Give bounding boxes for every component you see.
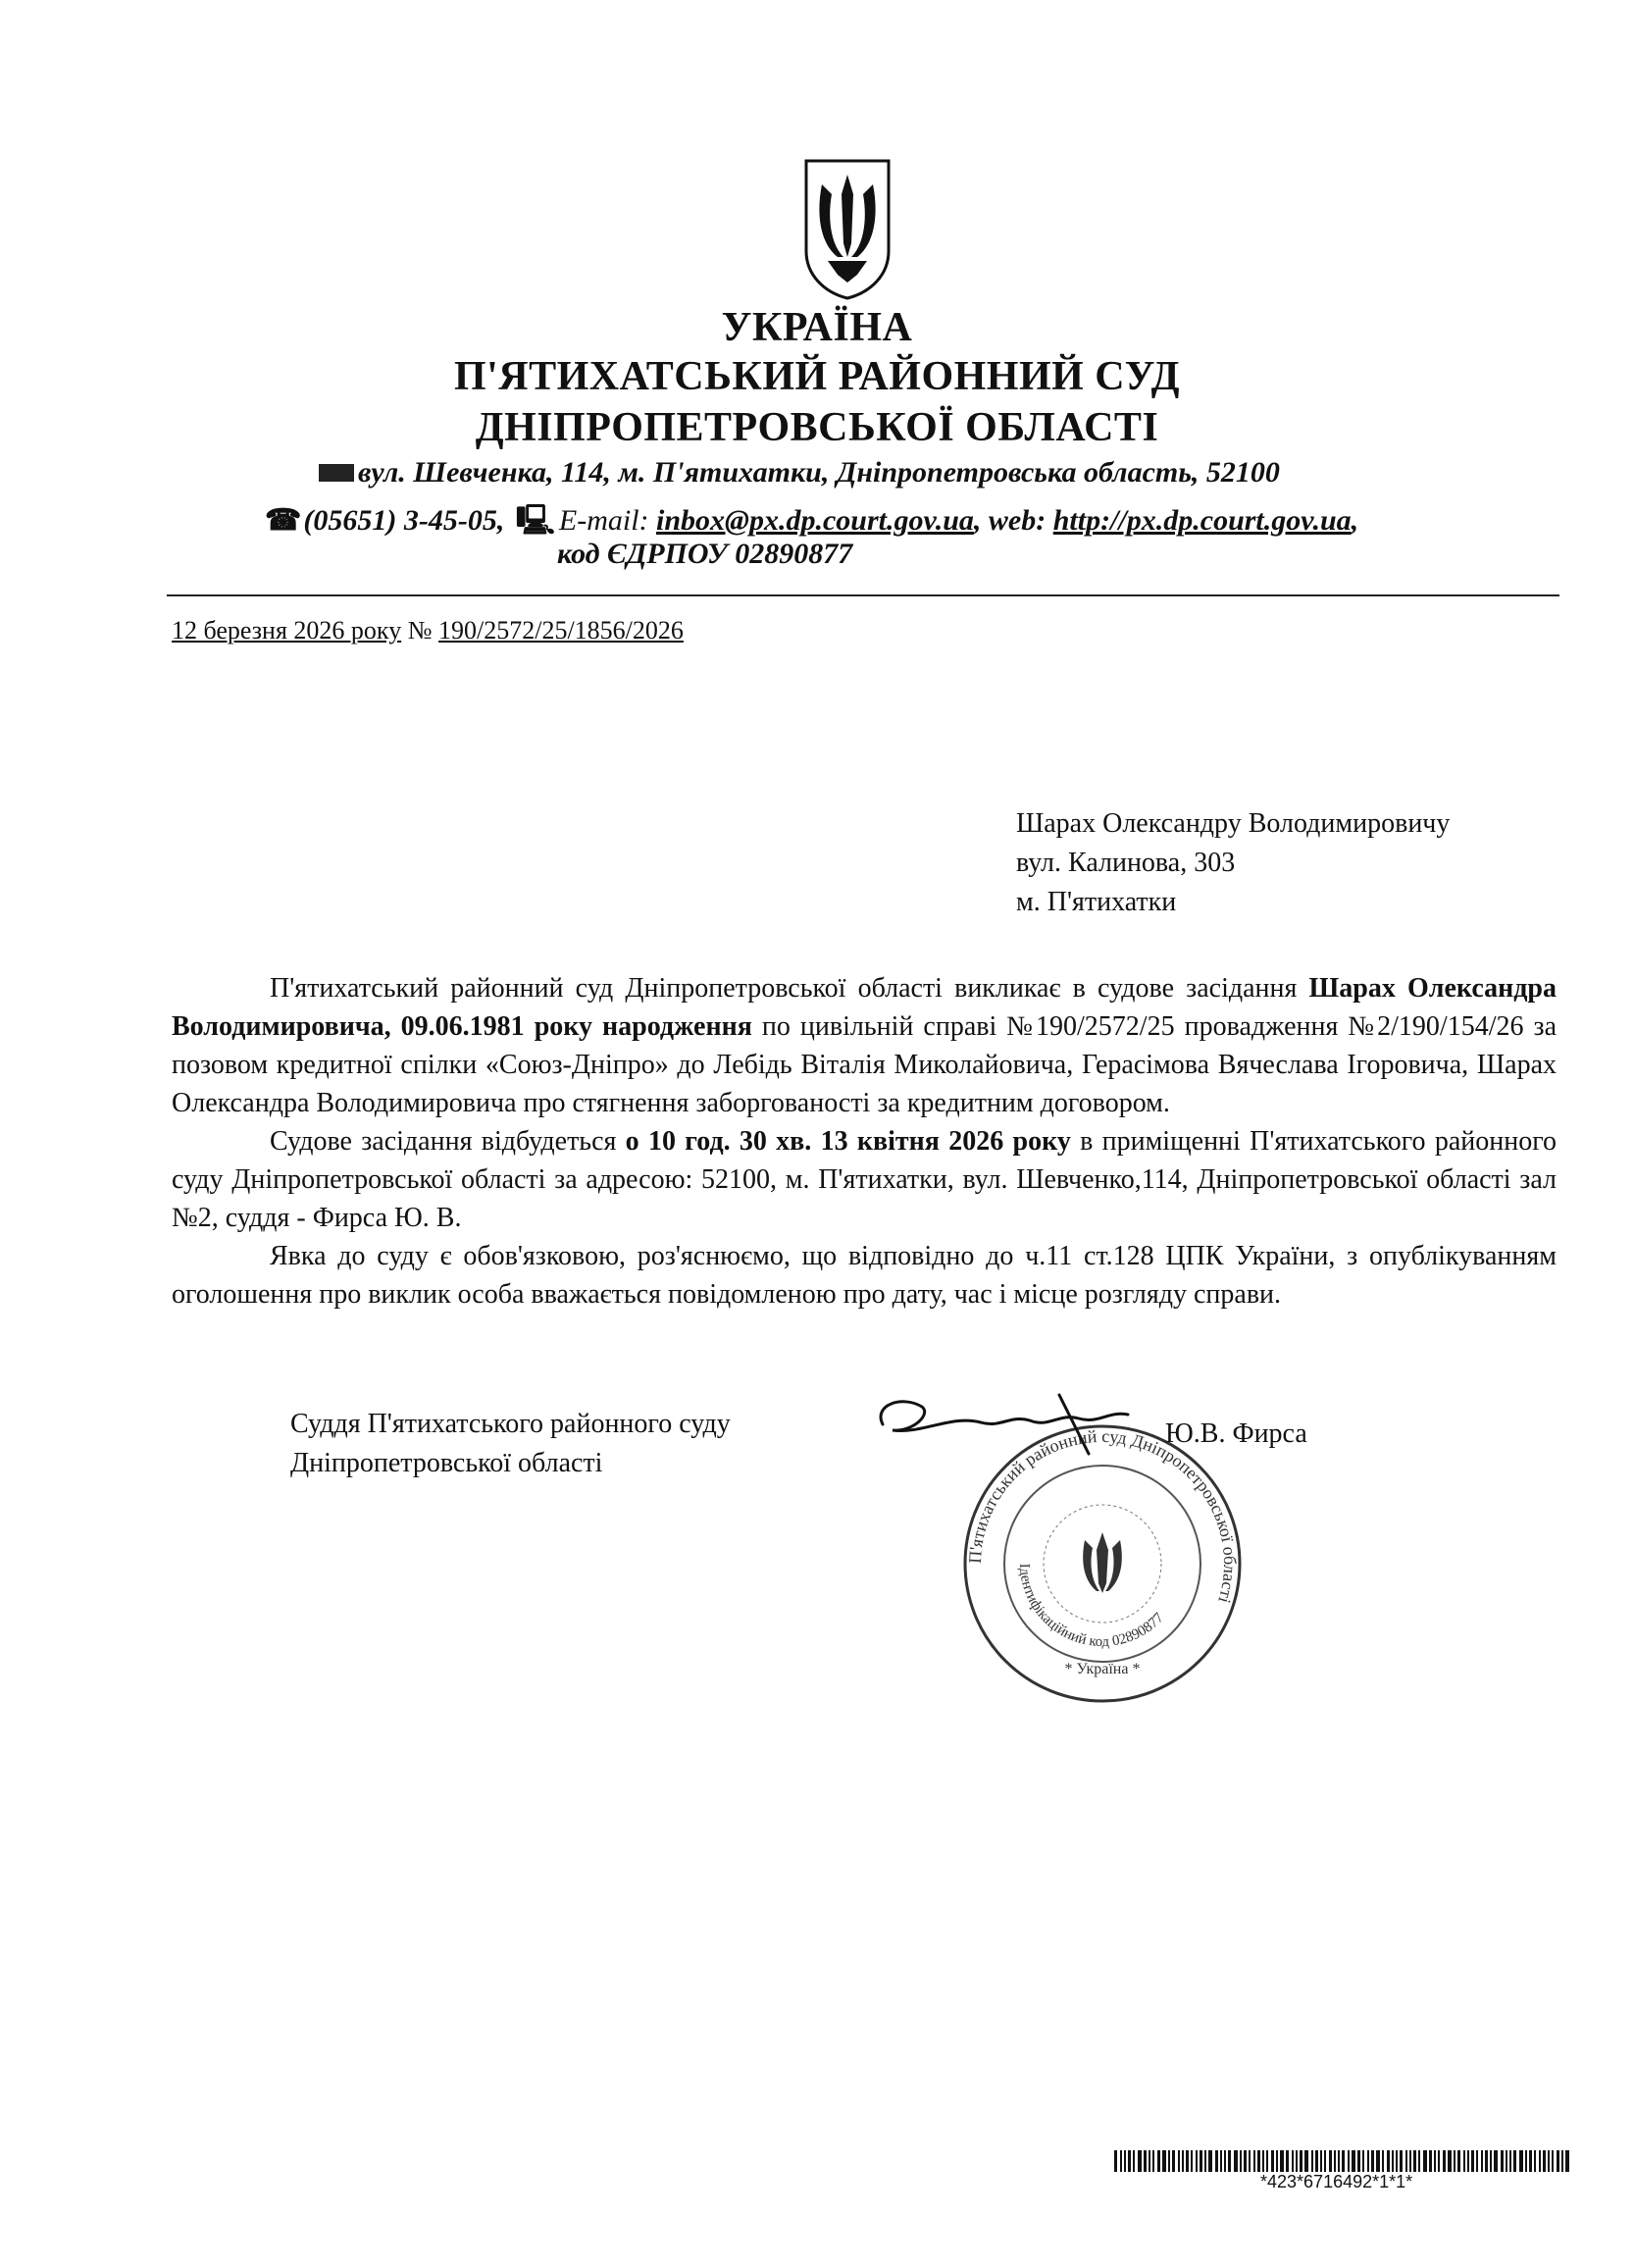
addressee-street: вул. Калинова, 303 <box>1016 848 1236 878</box>
barcode-bar <box>1525 2150 1527 2172</box>
barcode-bar <box>1423 2150 1427 2172</box>
barcode-bar <box>1471 2150 1474 2172</box>
barcode-bar <box>1162 2150 1166 2172</box>
barcode-bar <box>1262 2150 1264 2172</box>
barcode-bar <box>1329 2150 1332 2172</box>
registration-number-label: № <box>407 616 433 644</box>
barcode-bar <box>1376 2150 1380 2172</box>
stamp-inner-text: Ідентифікаційний код 02890877 <box>1015 1563 1167 1651</box>
addressee-name: Шарах Олександру Володимировичу <box>1016 808 1451 839</box>
barcode-bar <box>1348 2150 1350 2172</box>
barcode-bar <box>1519 2150 1523 2172</box>
addressee-block <box>1016 804 1450 922</box>
barcode-bar <box>1191 2150 1193 2172</box>
judge-title-line1: Суддя П'ятихатського районного суду <box>290 1409 731 1439</box>
barcode-bar <box>1186 2150 1189 2172</box>
judge-title-block <box>290 1405 731 1483</box>
barcode-bar <box>1286 2150 1289 2172</box>
barcode-number: *423*6716492*1*1* <box>1260 2172 1413 2191</box>
barcode-bar <box>1324 2150 1326 2172</box>
barcode-bar <box>1418 2150 1420 2172</box>
court-name-line1: П'ЯТИХАТСЬКИЙ РАЙОННИЙ СУД <box>453 354 1181 399</box>
barcode-bar <box>1400 2150 1403 2172</box>
barcode-bar <box>1196 2150 1198 2172</box>
stamp-bottom-text: * Україна * <box>1064 1661 1141 1677</box>
country-title: УКРАЇНА <box>721 305 913 350</box>
barcode-bar <box>1362 2150 1364 2172</box>
barcode-bar <box>1257 2150 1260 2172</box>
barcode-bar <box>1157 2150 1160 2172</box>
barcode-bar <box>1204 2150 1206 2172</box>
barcode-bar <box>1253 2150 1255 2172</box>
barcode-bar <box>1490 2150 1492 2172</box>
web-label: , web: <box>973 504 1047 537</box>
barcode-bar <box>1182 2150 1184 2172</box>
barcode-bar <box>1320 2150 1322 2172</box>
barcode-bar <box>1271 2150 1274 2172</box>
barcode-bar <box>1280 2150 1284 2172</box>
barcode-bar <box>1172 2150 1175 2172</box>
barcode-bar <box>1481 2150 1483 2172</box>
barcode-bar <box>1506 2150 1507 2172</box>
barcode-bar <box>1509 2150 1511 2172</box>
phone-icon: ☎ <box>265 504 302 537</box>
barcode-bar <box>1128 2150 1131 2172</box>
envelope-icon <box>319 464 354 482</box>
barcode-bar <box>1149 2150 1150 2172</box>
barcode-bar <box>1485 2150 1488 2172</box>
barcode-bar <box>1208 2150 1212 2172</box>
court-address-line <box>319 456 1280 490</box>
barcode-bar <box>1565 2150 1569 2172</box>
barcode-bar <box>1296 2150 1298 2172</box>
barcode-bar <box>1304 2150 1308 2172</box>
body-paragraph-summons <box>172 969 1557 1122</box>
barcode-bar <box>1138 2150 1142 2172</box>
barcode-bar <box>1234 2150 1238 2172</box>
barcode-bar <box>1114 2150 1117 2172</box>
barcode-bar <box>1513 2150 1516 2172</box>
barcode-bar <box>1352 2150 1355 2172</box>
email-label: E-mail: <box>558 504 649 537</box>
stamp-outer-text: П'ятихатський районний суд Дніпропетровської області <box>964 1425 1241 1606</box>
barcode-bar <box>1413 2150 1416 2172</box>
barcode-bar <box>1476 2150 1478 2172</box>
barcode-bar <box>1443 2150 1446 2172</box>
barcode-bar <box>1315 2150 1318 2172</box>
barcode-bar <box>1124 2150 1126 2172</box>
barcode-bar <box>1152 2150 1154 2172</box>
barcode-bar <box>1371 2150 1374 2172</box>
barcode-bar <box>1438 2150 1440 2172</box>
barcode-bar <box>1392 2150 1394 2172</box>
barcode-bar <box>1454 2150 1455 2172</box>
court-name-line2: ДНІПРОПЕТРОВСЬКОЇ ОБЛАСТІ <box>475 405 1159 450</box>
court-address: вул. Шевченка, 114, м. П'ятихатки, Дніпропетровська область, 52100 <box>358 456 1280 489</box>
barcode-bar <box>1300 2150 1302 2172</box>
barcode-bar <box>1244 2150 1247 2172</box>
barcode-bar <box>1276 2150 1278 2172</box>
addressee-city: м. П'ятихатки <box>1016 887 1177 917</box>
barcode-graphic <box>1114 2150 1575 2172</box>
barcode-bar <box>1133 2150 1135 2172</box>
barcode-bar <box>1543 2150 1546 2172</box>
barcode-bar <box>1240 2150 1242 2172</box>
barcode-bar <box>1429 2150 1432 2172</box>
barcode-bar <box>1448 2150 1452 2172</box>
trident-coat-of-arms-icon <box>798 155 896 302</box>
barcode-bar <box>1501 2150 1504 2172</box>
barcode-bar <box>1200 2150 1202 2172</box>
barcode-bar <box>1457 2150 1460 2172</box>
barcode-bar <box>1120 2150 1122 2172</box>
summoned-person: Шарах Олександра Володимировича, 09.06.1981 року народження <box>172 973 1557 1042</box>
handwritten-signature <box>863 1385 1177 1464</box>
summons-intro: П'ятихатський районний суд Дніпропетровської області викликає в судове засідання <box>270 973 1309 1004</box>
hearing-datetime: о 10 год. 30 хв. 13 квітня 2026 року <box>625 1126 1071 1157</box>
barcode-bar <box>1409 2150 1411 2172</box>
barcode-bar <box>1387 2150 1390 2172</box>
letter-body <box>172 969 1557 1314</box>
barcode-bar <box>1249 2150 1251 2172</box>
barcode-bar <box>1292 2150 1294 2172</box>
computer-icon: 🖳 <box>515 504 555 537</box>
judge-title-line2: Дніпропетровської області <box>290 1448 603 1478</box>
header-divider <box>167 594 1559 596</box>
barcode-bar <box>1529 2150 1532 2172</box>
barcode-bar <box>1220 2150 1222 2172</box>
registration-number: 190/2572/25/1856/2026 <box>438 616 684 644</box>
barcode-bar <box>1405 2150 1407 2172</box>
barcode-bar <box>1548 2150 1550 2172</box>
hearing-intro: Судове засідання відбудеться <box>270 1126 626 1157</box>
judge-name: Ю.В. Фирса <box>1165 1418 1307 1449</box>
barcode-bar <box>1178 2150 1180 2172</box>
barcode-bar <box>1334 2150 1336 2172</box>
barcode-bar <box>1557 2150 1559 2172</box>
barcode-bar <box>1367 2150 1369 2172</box>
edrpou-code: код ЄДРПОУ 02890877 <box>557 538 853 570</box>
barcode-bar <box>1561 2150 1563 2172</box>
barcode-bar <box>1228 2150 1231 2172</box>
web-link[interactable]: http://px.dp.court.gov.ua <box>1052 504 1352 537</box>
barcode-bar <box>1534 2150 1536 2172</box>
barcode-bar <box>1396 2150 1398 2172</box>
barcode-bar <box>1338 2150 1340 2172</box>
court-contacts-line: ☎(05651) 3-45-05, 🖳 E-mail: inbox@px.dp.court.gov.ua, web: http://px.dp.court.gov.ua, <box>265 504 1359 537</box>
barcode-bar <box>1215 2150 1218 2172</box>
barcode-bar <box>1311 2150 1313 2172</box>
court-phone: (05651) 3-45-05, <box>303 504 505 537</box>
barcode-bar <box>1552 2150 1554 2172</box>
barcode-bar <box>1357 2150 1360 2172</box>
barcode-bar <box>1539 2150 1541 2172</box>
body-paragraph-hearing <box>172 1122 1557 1237</box>
barcode-bar <box>1224 2150 1226 2172</box>
barcode-bar <box>1144 2150 1147 2172</box>
email-link[interactable]: inbox@px.dp.court.gov.ua <box>656 504 974 537</box>
barcode-bar <box>1382 2150 1384 2172</box>
hearing-location: в приміщенні П'ятихатського районного суду Дніпропетровської області за адресою: 52100, м. П'ятихатки, вул. Шевченко,114, Дніпропетровської області зал №2, суддя - Фирса Ю. В. <box>172 1126 1557 1233</box>
barcode-bar <box>1266 2150 1268 2172</box>
barcode-bar <box>1342 2150 1345 2172</box>
barcode-bar <box>1467 2150 1469 2172</box>
body-paragraph-attendance: Явка до суду є обов'язковою, роз'яснюємо, що відповідно до ч.11 ст.128 ЦПК України, з опублікуванням оголошення про виклик особа вважається повідомленою про дату, час і місце розгляду справи. <box>172 1241 1557 1310</box>
registration-line <box>172 616 684 645</box>
barcode-bar <box>1494 2150 1498 2172</box>
case-details: по цивільній справі №190/2572/25 провадження №2/190/154/26 за позовом кредитної спілки «Союз-Дніпро» до Лебідь Віталія Миколайовича, Герасімова Вячеслава Ігоровича, Шарах Олександра Володимировича про стягнення заборгованості за кредитним договором. <box>172 1011 1557 1118</box>
barcode-bar <box>1463 2150 1465 2172</box>
registration-date: 12 березня 2026 року <box>172 616 402 644</box>
barcode-bar <box>1168 2150 1170 2172</box>
barcode-bar <box>1434 2150 1436 2172</box>
